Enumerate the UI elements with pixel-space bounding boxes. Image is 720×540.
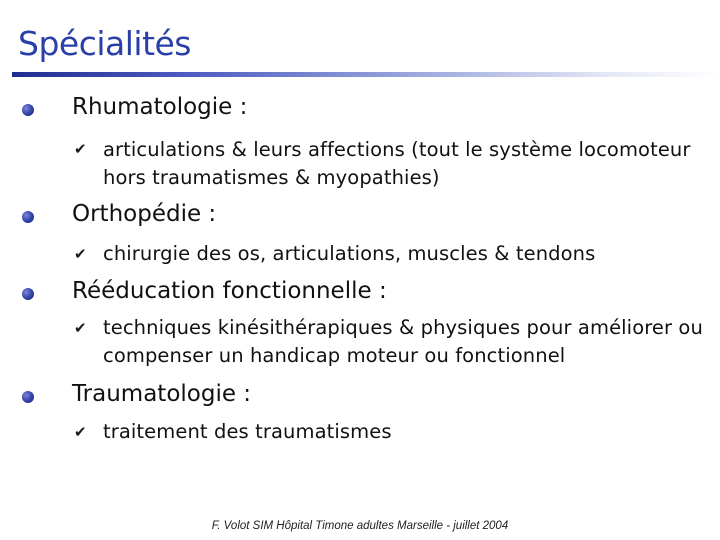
bullet-icon	[22, 288, 34, 300]
heading-traumatologie: Traumatologie :	[72, 381, 252, 407]
heading-rhumatologie: Rhumatologie :	[72, 94, 248, 120]
bullet-icon	[22, 104, 34, 116]
footer-credit: F. Volot SIM Hôpital Timone adultes Marseille - juillet 2004	[211, 520, 509, 532]
bullet-icon	[22, 391, 34, 403]
bullet-icon	[22, 211, 34, 223]
check-icon: ✔	[74, 319, 87, 337]
slide-title: Spécialités	[18, 24, 192, 63]
sub-item-orthopedie: chirurgie des os, articulations, muscles & tendons	[103, 242, 596, 265]
heading-orthopedie: Orthopédie :	[72, 201, 217, 227]
title-underline	[12, 72, 720, 77]
sub-item-traumatologie: traitement des traumatismes	[103, 420, 392, 443]
sub-item-reeducation: techniques kinésithérapiques & physiques pour améliorer ou compenser un handicap moteur ou fonctionnel	[103, 316, 703, 367]
heading-reeducation: Rééducation fonctionnelle :	[72, 278, 387, 304]
sub-item-rhumatologie: articulations & leurs affections (tout le système locomoteur hors traumatismes & myopathies)	[103, 138, 691, 189]
check-icon: ✔	[74, 140, 87, 158]
check-icon: ✔	[74, 423, 87, 441]
check-icon: ✔	[74, 245, 87, 263]
